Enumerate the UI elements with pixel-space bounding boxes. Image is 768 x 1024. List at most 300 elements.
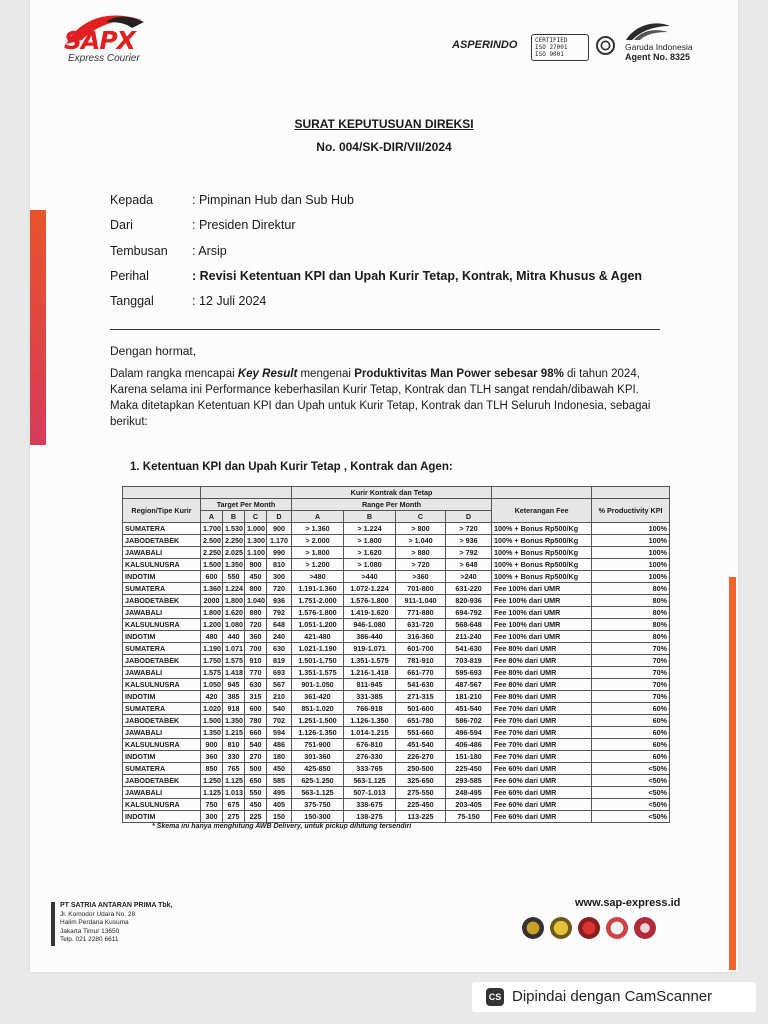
table-cell: 70% (592, 667, 670, 679)
table-row (123, 799, 670, 811)
table-cell: 1.751-2.000 (292, 595, 344, 607)
table-cell: 1.013 (223, 787, 245, 799)
table-cell: 80% (592, 619, 670, 631)
table-cell: 360 (201, 751, 223, 763)
table-cell: 100% + Bonus Rp500/Kg (492, 535, 592, 547)
table-cell: 100% (592, 559, 670, 571)
table-cell: 990 (267, 547, 292, 559)
table-cell: 330 (223, 751, 245, 763)
table-cell: Fee 70% dari UMR (492, 751, 592, 763)
cert-line: ISO 27001 (535, 44, 568, 51)
table-cell: 440 (223, 631, 245, 643)
table-cell: 270 (245, 751, 267, 763)
table-cell: Fee 100% dari UMR (492, 595, 592, 607)
garuda-agent-number: Agent No. 8325 (625, 52, 691, 62)
table-cell: 425-850 (292, 763, 344, 775)
table-cell: SUMATERA (123, 583, 201, 595)
table-cell: 1.000 (245, 523, 267, 535)
table-cell: > 1.800 (292, 547, 344, 559)
table-row (123, 667, 670, 679)
table-cell: > 1.224 (344, 523, 396, 535)
table-cell: 541-630 (446, 643, 492, 655)
table-cell: 80% (592, 583, 670, 595)
table-cell: 1.350 (223, 559, 245, 571)
garuda-name: Garuda Indonesia (625, 42, 693, 52)
table-cell: 100% (592, 523, 670, 535)
table-cell: 248-495 (446, 787, 492, 799)
table-cell: 810 (267, 559, 292, 571)
table-cell: SUMATERA (123, 763, 201, 775)
table-cell: 1.216-1.418 (344, 667, 396, 679)
address-line: Halim Perdana Kusuma (60, 919, 129, 926)
table-cell: 702 (267, 715, 292, 727)
garuda-agent-label (625, 42, 693, 62)
table-cell: 819 (267, 655, 292, 667)
kpi-table (122, 486, 670, 823)
table-cell: Fee 80% dari UMR (492, 679, 592, 691)
table-cell: 631-720 (396, 619, 446, 631)
divider (110, 329, 660, 330)
table-cell: Fee 70% dari UMR (492, 739, 592, 751)
table-cell: 487-567 (446, 679, 492, 691)
table-cell: 1.251-1.500 (292, 715, 344, 727)
table-cell: 276-330 (344, 751, 396, 763)
accent-bar-right (729, 577, 736, 970)
table-cell: 540 (267, 703, 292, 715)
table-cell: 766-918 (344, 703, 396, 715)
table-cell: 850 (201, 763, 223, 775)
table-row (123, 571, 670, 583)
table-cell: 1.418 (223, 667, 245, 679)
kpi-table-body (123, 523, 670, 823)
table-row (123, 643, 670, 655)
col-header-productivity: % Productivity KPI (592, 499, 670, 523)
table-cell: 225-450 (446, 763, 492, 775)
award-badge-icon (550, 917, 572, 939)
table-cell: 420 (201, 691, 223, 703)
table-cell: 1.800 (223, 595, 245, 607)
table-cell: 151-180 (446, 751, 492, 763)
iso-certificate (531, 34, 589, 61)
table-row (123, 595, 670, 607)
table-cell: 203-405 (446, 799, 492, 811)
table-cell: Fee 70% dari UMR (492, 715, 592, 727)
table-cell: 250-500 (396, 763, 446, 775)
table-cell: 338-675 (344, 799, 396, 811)
table-cell: 820-936 (446, 595, 492, 607)
table-cell: 563-1.125 (292, 787, 344, 799)
table-cell: 550 (223, 571, 245, 583)
table-row (123, 559, 670, 571)
table-cell: 275 (223, 811, 245, 823)
table-cell: KALSULNUSRA (123, 619, 201, 631)
company-name: PT SATRIA ANTARAN PRIMA Tbk, (60, 902, 173, 909)
table-cell: JAWABALI (123, 607, 201, 619)
table-row (123, 547, 670, 559)
body-paragraph (110, 366, 670, 430)
table-cell: 60% (592, 727, 670, 739)
table-cell: 150 (267, 811, 292, 823)
table-cell: 80% (592, 631, 670, 643)
target-sub-header: C (245, 511, 267, 523)
table-cell: 300 (201, 811, 223, 823)
table-row (123, 727, 670, 739)
table-cell: 936 (267, 595, 292, 607)
table-cell: 361-420 (292, 691, 344, 703)
table-cell: 600 (201, 571, 223, 583)
company-address (60, 902, 173, 945)
table-cell: 301-360 (292, 751, 344, 763)
table-cell: 661-770 (396, 667, 446, 679)
table-cell: 80% (592, 607, 670, 619)
table-cell: 100% + Bonus Rp500/Kg (492, 547, 592, 559)
camscanner-text: Dipindai dengan CamScanner (512, 988, 713, 1005)
table-cell: 316-360 (396, 631, 446, 643)
table-cell: > 792 (446, 547, 492, 559)
table-cell: 1.080 (223, 619, 245, 631)
table-cell: > 1.200 (292, 559, 344, 571)
table-cell: 451-540 (396, 739, 446, 751)
table-cell: 946-1.080 (344, 619, 396, 631)
accent-bar-left (30, 210, 46, 445)
table-cell: 1.051-1.200 (292, 619, 344, 631)
table-row (123, 691, 670, 703)
table-header-blank (201, 487, 292, 499)
garuda-bird-icon (622, 20, 672, 42)
table-cell: 360 (245, 631, 267, 643)
table-cell: 450 (245, 571, 267, 583)
table-cell: 375-750 (292, 799, 344, 811)
target-sub-header: B (223, 511, 245, 523)
table-cell: 625-1.250 (292, 775, 344, 787)
col-header-region: Region/Tipe Kurir (123, 499, 201, 523)
table-row (123, 679, 670, 691)
table-cell: 1.170 (267, 535, 292, 547)
table-cell: 1.800 (201, 607, 223, 619)
table-cell: 300 (267, 571, 292, 583)
table-cell: 1.224 (223, 583, 245, 595)
table-cell: 211-240 (446, 631, 492, 643)
col-header-range: Range Per Month (292, 499, 492, 511)
table-cell: 331-385 (344, 691, 396, 703)
letter-number: No. 004/SK-DIR/VII/2024 (316, 140, 452, 154)
logo-subtitle: Express Courier (68, 53, 140, 64)
table-cell: JABODETABEK (123, 775, 201, 787)
table-cell: 780 (245, 715, 267, 727)
table-cell: JAWABALI (123, 727, 201, 739)
table-row (123, 775, 670, 787)
table-cell: 1.125 (223, 775, 245, 787)
table-cell: 60% (592, 715, 670, 727)
table-cell: 451-540 (446, 703, 492, 715)
table-cell: KALSULNUSRA (123, 799, 201, 811)
table-cell: 1.350 (223, 715, 245, 727)
table-cell: 918 (223, 703, 245, 715)
table-cell: 675 (223, 799, 245, 811)
table-cell: 1.620 (223, 607, 245, 619)
table-cell: 1.014-1.215 (344, 727, 396, 739)
table-cell: KALSULNUSRA (123, 559, 201, 571)
table-cell: <50% (592, 763, 670, 775)
table-cell: 181-210 (446, 691, 492, 703)
table-cell: KALSULNUSRA (123, 739, 201, 751)
table-footnote: * Skema ini hanya menghitung AWB Delivery, untuk pickup dihitung tersendiri (152, 823, 412, 830)
para-text: mengenai (297, 368, 355, 380)
table-row (123, 607, 670, 619)
table-cell: 113-225 (396, 811, 446, 823)
table-cell: 1.300 (245, 535, 267, 547)
asperindo-logo: ASPERINDO (452, 39, 518, 51)
table-cell: 720 (267, 583, 292, 595)
table-cell: 100% + Bonus Rp500/Kg (492, 559, 592, 571)
table-cell: 75-150 (446, 811, 492, 823)
table-cell: 550 (245, 787, 267, 799)
table-cell: 1.071 (223, 643, 245, 655)
table-cell: 1.419-1.620 (344, 607, 396, 619)
table-cell: JABODETABEK (123, 655, 201, 667)
section-title: 1. Ketentuan KPI dan Upah Kurir Tetap , Kontrak dan Agen: (130, 461, 453, 473)
table-cell: > 1.620 (344, 547, 396, 559)
table-cell: > 1.360 (292, 523, 344, 535)
para-text: di tahun 2024, (563, 368, 640, 380)
table-cell: 100% (592, 535, 670, 547)
table-cell: 1.576-1.800 (292, 607, 344, 619)
table-cell: 405 (267, 799, 292, 811)
field-value: : Pimpinan Hub dan Sub Hub (192, 193, 354, 207)
table-cell: 1.576-1.800 (344, 595, 396, 607)
table-cell: JAWABALI (123, 547, 201, 559)
letter-title: SURAT KEPUTUSUAN DIREKSI (294, 117, 474, 131)
table-cell: 486 (267, 739, 292, 751)
table-cell: INDOTIM (123, 571, 201, 583)
table-cell: JABODETABEK (123, 595, 201, 607)
table-cell: 751-900 (292, 739, 344, 751)
table-cell: <50% (592, 775, 670, 787)
table-cell: 225-450 (396, 799, 446, 811)
para-bold: Produktivitas Man Power sebesar 98% (354, 368, 564, 380)
table-cell: > 1.040 (396, 535, 446, 547)
table-cell: <50% (592, 799, 670, 811)
table-row (123, 811, 670, 823)
table-cell: 594 (267, 727, 292, 739)
greeting: Dengan hormat, (110, 344, 197, 358)
address-line: Jakarta Timur 13650 (60, 927, 120, 935)
field-value: : Revisi Ketentuan KPI dan Upah Kurir Tetap, Kontrak, Mitra Khusus & Agen (192, 269, 643, 283)
table-cell: 771-880 (396, 607, 446, 619)
address-line: Jl. Komodor Udara No. 28 (60, 910, 136, 918)
table-cell: 70% (592, 679, 670, 691)
table-row (123, 583, 670, 595)
website: www.sap-express.id (575, 897, 681, 909)
table-cell: INDOTIM (123, 691, 201, 703)
table-cell: 60% (592, 703, 670, 715)
table-row (123, 619, 670, 631)
table-row (123, 535, 670, 547)
table-cell: Fee 80% dari UMR (492, 655, 592, 667)
table-cell: 703-819 (446, 655, 492, 667)
table-cell: 1.351-1.575 (292, 667, 344, 679)
table-cell: 70% (592, 691, 670, 703)
table-cell: 676-810 (344, 739, 396, 751)
table-cell: SUMATERA (123, 703, 201, 715)
table-cell: SUMATERA (123, 523, 201, 535)
range-sub-header: C (396, 511, 446, 523)
footer-strip (51, 902, 55, 946)
table-header-blank (592, 487, 670, 499)
table-cell: 225 (245, 811, 267, 823)
table-cell: 1.040 (245, 595, 267, 607)
table-cell: 694-792 (446, 607, 492, 619)
para-key-result: Key Result (237, 368, 298, 380)
table-cell: 240 (267, 631, 292, 643)
table-row (123, 787, 670, 799)
table-cell: 540 (245, 739, 267, 751)
table-cell: >440 (344, 571, 396, 583)
field-label: Tembusan (110, 244, 168, 258)
table-cell: 551-660 (396, 727, 446, 739)
table-cell: Fee 60% dari UMR (492, 775, 592, 787)
table-cell: > 720 (446, 523, 492, 535)
table-cell: Fee 70% dari UMR (492, 727, 592, 739)
table-cell: 100% (592, 547, 670, 559)
address-line: Telp. 021 2280 6611 (60, 936, 119, 943)
range-sub-header: B (344, 511, 396, 523)
table-cell: 1.350 (201, 727, 223, 739)
table-cell: 406-486 (446, 739, 492, 751)
table-cell: 226-270 (396, 751, 446, 763)
table-cell: 567 (267, 679, 292, 691)
table-cell: Fee 60% dari UMR (492, 787, 592, 799)
table-cell: 900 (267, 523, 292, 535)
table-cell: Fee 100% dari UMR (492, 607, 592, 619)
table-cell: 630 (267, 643, 292, 655)
table-cell: 765 (223, 763, 245, 775)
table-cell: 2.500 (201, 535, 223, 547)
table-cell: > 2.000 (292, 535, 344, 547)
para-line-3: Maka ditetapkan Ketentuan KPI dan Upah untuk Kurir Tetap, Kontrak dan TLH Seluruh Indonesia, sebagai berikut: (110, 400, 651, 428)
field-label: Tanggal (110, 294, 154, 308)
table-cell: 1.126-1.350 (344, 715, 396, 727)
table-row (123, 523, 670, 535)
table-cell: 651-780 (396, 715, 446, 727)
para-line-2: Karena selama ini Performance keberhasilan Kurir Tetap, Kontrak dan TLH sangat rendah/dibawah KPI. (110, 384, 639, 396)
table-row (123, 703, 670, 715)
table-cell: JAWABALI (123, 787, 201, 799)
table-cell: 1.126-1.350 (292, 727, 344, 739)
table-cell: > 800 (396, 523, 446, 535)
table-cell: 385 (223, 691, 245, 703)
table-cell: Fee 60% dari UMR (492, 763, 592, 775)
range-sub-header: D (446, 511, 492, 523)
table-cell: 648 (267, 619, 292, 631)
table-cell: 1.100 (245, 547, 267, 559)
table-cell: Fee 70% dari UMR (492, 703, 592, 715)
table-cell: INDOTIM (123, 631, 201, 643)
award-badge-icon (606, 917, 628, 939)
para-text: Dalam rangka mencapai (110, 368, 238, 380)
table-cell: 1.250 (201, 775, 223, 787)
table-cell: 945 (223, 679, 245, 691)
table-cell: 901-1.050 (292, 679, 344, 691)
table-cell: > 1.800 (344, 535, 396, 547)
table-cell: 1.191-1.360 (292, 583, 344, 595)
table-cell: 1.360 (201, 583, 223, 595)
table-cell: 800 (245, 583, 267, 595)
table-cell: 701-800 (396, 583, 446, 595)
table-cell: 2.250 (223, 535, 245, 547)
table-cell: 1.501-1.750 (292, 655, 344, 667)
field-label: Dari (110, 218, 133, 232)
table-cell: 271-315 (396, 691, 446, 703)
table-cell: INDOTIM (123, 811, 201, 823)
table-cell: JAWABALI (123, 667, 201, 679)
table-cell: 781-910 (396, 655, 446, 667)
table-cell: <50% (592, 811, 670, 823)
table-cell: 100% + Bonus Rp500/Kg (492, 523, 592, 535)
table-header-blank (123, 487, 201, 499)
table-cell: 333-765 (344, 763, 396, 775)
camscanner-icon: CS (486, 988, 504, 1006)
table-row (123, 739, 670, 751)
table-header-blank (492, 487, 592, 499)
table-cell: 811-945 (344, 679, 396, 691)
logo-text: SAPX (64, 26, 135, 55)
table-cell: > 1.080 (344, 559, 396, 571)
field-label: Kepada (110, 193, 154, 207)
range-sub-header: A (292, 511, 344, 523)
table-cell: > 720 (396, 559, 446, 571)
field-value: : Arsip (192, 244, 227, 258)
table-cell: 650 (245, 775, 267, 787)
table-cell: 700 (245, 643, 267, 655)
table-cell: 1.575 (201, 667, 223, 679)
table-cell: 900 (245, 559, 267, 571)
table-cell: 293-585 (446, 775, 492, 787)
table-cell: 2000 (201, 595, 223, 607)
table-cell: 60% (592, 739, 670, 751)
award-badge-icon (578, 917, 600, 939)
table-cell: 150-300 (292, 811, 344, 823)
table-cell: 568-648 (446, 619, 492, 631)
table-cell: >480 (292, 571, 344, 583)
table-cell: Fee 80% dari UMR (492, 643, 592, 655)
table-cell: 750 (201, 799, 223, 811)
table-cell: > 648 (446, 559, 492, 571)
table-cell: 910 (245, 655, 267, 667)
table-cell: 1.500 (201, 715, 223, 727)
table-cell: 1.575 (223, 655, 245, 667)
table-cell: 601-700 (396, 643, 446, 655)
table-cell: 495 (267, 787, 292, 799)
table-cell: 919-1.071 (344, 643, 396, 655)
table-cell: 595-693 (446, 667, 492, 679)
table-cell: 386-440 (344, 631, 396, 643)
table-cell: 70% (592, 655, 670, 667)
table-cell: 693 (267, 667, 292, 679)
table-cell: 70% (592, 643, 670, 655)
table-cell: SUMATERA (123, 643, 201, 655)
table-cell: <50% (592, 787, 670, 799)
table-cell: 1.215 (223, 727, 245, 739)
table-cell: 450 (267, 763, 292, 775)
table-cell: Fee 80% dari UMR (492, 667, 592, 679)
table-cell: Fee 100% dari UMR (492, 619, 592, 631)
table-cell: 1.200 (201, 619, 223, 631)
table-cell: 100% + Bonus Rp500/Kg (492, 571, 592, 583)
table-row (123, 655, 670, 667)
table-cell: 1.500 (201, 559, 223, 571)
table-row (123, 763, 670, 775)
